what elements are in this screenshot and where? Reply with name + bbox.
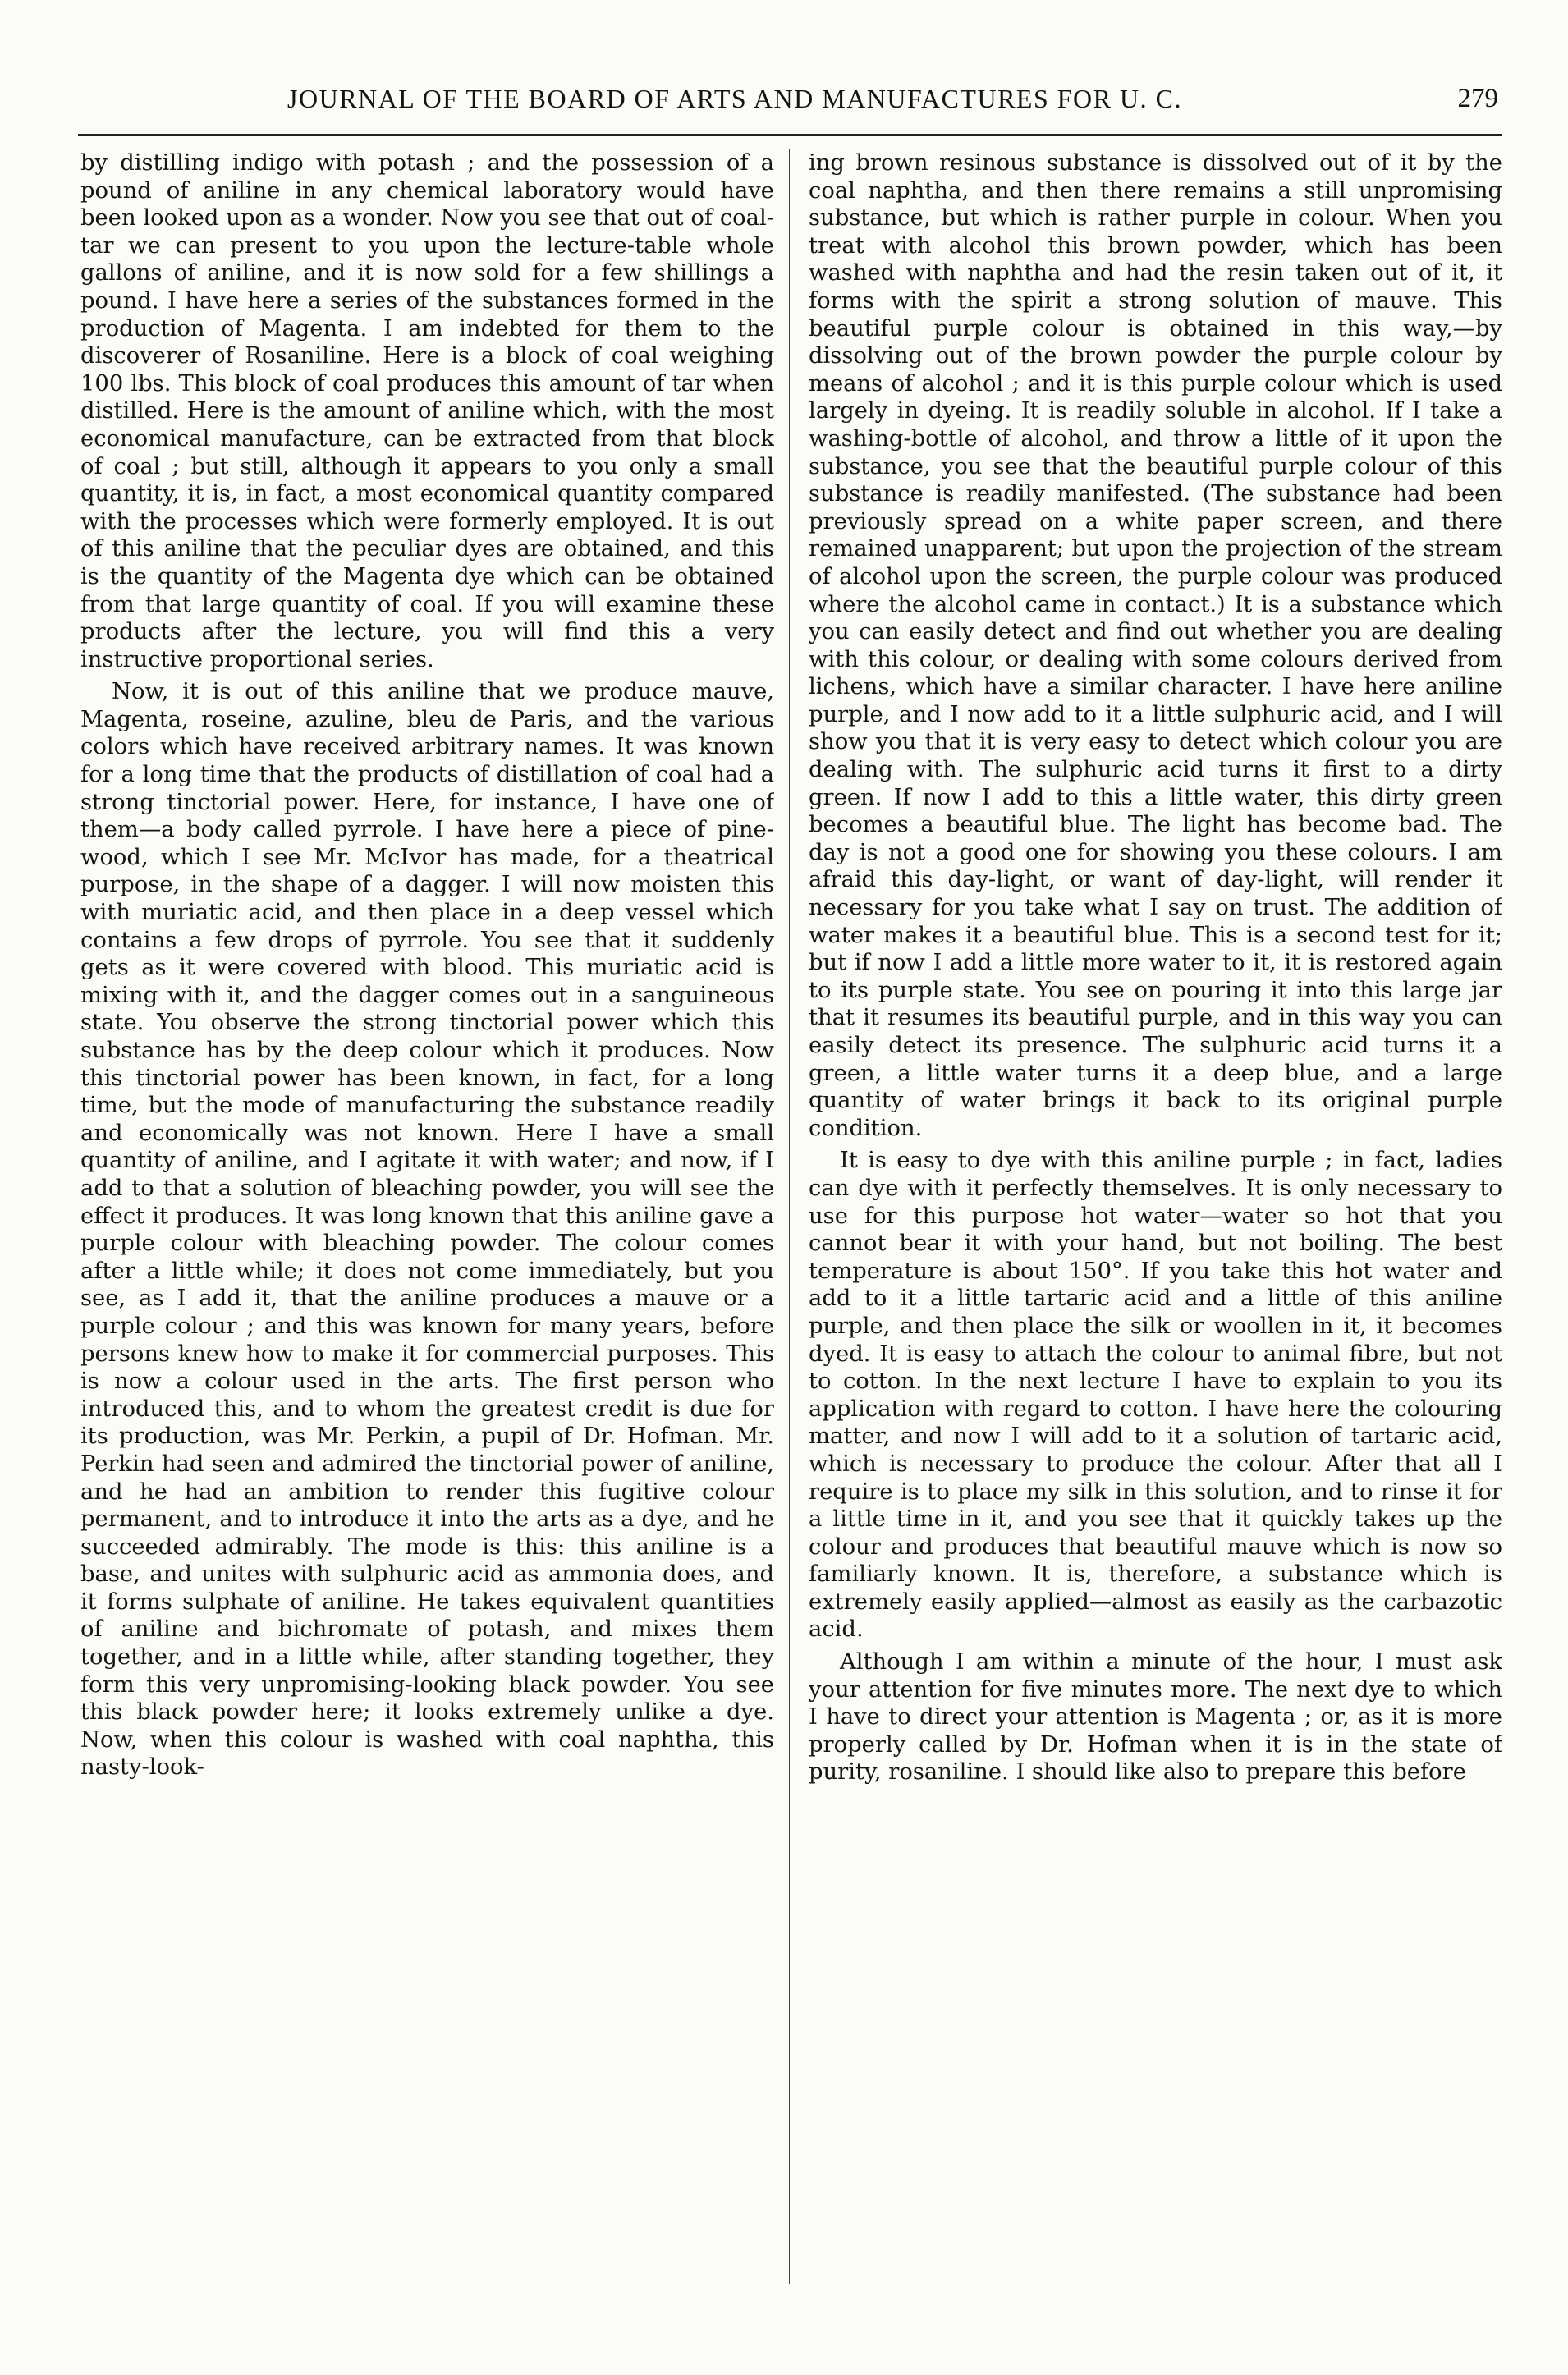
left-column (80, 149, 774, 2300)
header-rule-thick (78, 134, 1502, 136)
running-title: JOURNAL OF THE BOARD OF ARTS AND MANUFACTURES FOR U. C. (287, 84, 1182, 113)
page-number: 279 (1457, 84, 1498, 113)
paragraph: It is easy to dye with this aniline purple ; in fact, ladies can dye with it perfectly themselves. It is only necessary to use for this purpose hot water—water so hot that you cannot bear it with your hand, but not boiling. The best temperature is about 150°. If you take this hot water and add to it a little tartaric acid and a little of this aniline purple, and then place the silk or woollen in it, it becomes dyed. It is easy to attach the colour to animal fibre, but not to cotton. In the next lecture I have to explain to you its application with regard to cotton. I have here the colouring matter, and now I will add to it a solution of tartaric acid, which is necessary to produce the colour. After that all I require is to place my silk in this solution, and to rinse it for a little time in it, and you see that it quickly takes up the colour and produces that beautiful mauve which is now so familiarly known. It is, therefore, a substance which is extremely easily applied—almost as easily as the carbazotic acid. (809, 1148, 1502, 1643)
column-divider (789, 149, 790, 2284)
paragraph: ing brown resinous substance is dissolved out of it by the coal naphtha, and then there remains a still unpromising substance, but which is rather purple in colour. When you treat with alcohol this brown powder, which has been washed with naphtha and had the resin taken out of it, it forms with the spirit a strong solution of mauve. This beautiful purple colour is obtained in this way,—by dissolving out of the brown powder the purple colour by means of alcohol ; and it is this purple colour which is used largely in dyeing. It is readily soluble in alcohol. If I take a washing-bottle of alcohol, and throw a little of it upon the substance, you see that the beautiful purple colour of this substance is readily manifested. (The substance had been previously spread on a white paper screen, and there remained unapparent; but upon the projection of the stream of alcohol upon the screen, the purple colour was produced where the alcohol came in contact.) It is a substance which you can easily detect and find out whether you are dealing with this colour, or dealing with some colours derived from lichens, which have a similar character. I have here aniline purple, and I now add to it a little sulphuric acid, and I will show you that it is very easy to detect which colour you are dealing with. The sulphuric acid turns it first to a dirty green. If now I add to this a little water, this dirty green becomes a beautiful blue. The light has become bad. The day is not a good one for showing you these colours. I am afraid this day-light, or want of day-light, will render it necessary for you take what I say on trust. The addition of water makes it a beautiful blue. This is a second test for it; but if now I add a little more water to it, it is restored again to its purple state. You see on pouring it into this large jar that it resumes its beautiful purple, and in this way you can easily detect its presence. The sulphuric acid turns it a green, a little water turns it a deep blue, and a large quantity of water brings it back to its original purple condition. (809, 150, 1502, 1141)
paragraph: Now, it is out of this aniline that we produce mauve, Magenta, roseine, azuline, bleu de Paris, and the various colors which have received arbitrary names. It was known for a long time that the products of distillation of coal had a strong tinctorial power. Here, for instance, I have one of them—a body called pyrrole. I have here a piece of pine-wood, which I see Mr. McIvor has made, for a theatrical purpose, in the shape of a dagger. I will now moisten this with muriatic acid, and then place in a deep vessel which contains a few drops of pyrrole. You see that it suddenly gets as it were covered with blood. This muriatic acid is mixing with it, and the dagger comes out in a sanguineous state. You observe the strong tinctorial power which this substance has by the deep colour which it produces. Now this tinctorial power has been known, in fact, for a long time, but the mode of manufacturing the substance readily and economically was not known. Here I have a small quantity of aniline, and I agitate it with water; and now, if I add to that a solution of bleaching powder, you will see the effect it produces. It was long known that this aniline gave a purple colour with bleaching powder. The colour comes after a little while; it does not come immediately, but you see, as I add it, that the aniline produces a mauve or a purple colour ; and this was known for many years, before persons knew how to make it for commercial purposes. This is now a colour used in the arts. The first person who introduced this, and to whom the greatest credit is due for its production, was Mr. Perkin, a pupil of Dr. Hofman. Mr. Perkin had seen and admired the tinctorial power of aniline, and he had an ambition to render this fugitive colour permanent, and to introduce it into the arts as a dye, and he succeeded admirably. The mode is this: this aniline is a base, and unites with sulphuric acid as ammonia does, and it forms sulphate of aniline. He takes equivalent quantities of aniline and bichromate of potash, and mixes them together, and in a little while, after standing together, they form this very unpromising-looking black powder. You see this black powder here; it looks extremely unlike a dye. Now, when this colour is washed with coal naphtha, this nasty-look- (80, 679, 774, 1781)
right-column (809, 149, 1502, 2300)
paragraph: Although I am within a minute of the hour, I must ask your attention for five minutes more. The next dye to which I have to direct your attention is Magenta ; or, as it is more properly called by Dr. Hofman when it is in the state of purity, rosaniline. I should like also to prepare this before (809, 1649, 1502, 1786)
page-header (78, 84, 1498, 133)
paragraph: by distilling indigo with potash ; and the possession of a pound of aniline in any chemical laboratory would have been looked upon as a wonder. Now you see that out of coal-tar we can present to you upon the lecture-table whole gallons of aniline, and it is now sold for a few shillings a pound. I have here a series of the substances formed in the production of Magenta. I am indebted for them to the discoverer of Rosaniline. Here is a block of coal weighing 100 lbs. This block of coal produces this amount of tar when distilled. Here is the amount of aniline which, with the most economical manufacture, can be extracted from that block of coal ; but still, although it appears to you only a small quantity, it is, in fact, a most economical quantity compared with the processes which were formerly employed. It is out of this aniline that the peculiar dyes are obtained, and this is the quantity of the Magenta dye which can be obtained from that large quantity of coal. If you will examine these products after the lecture, you will find this a very instructive proportional series. (80, 150, 774, 672)
